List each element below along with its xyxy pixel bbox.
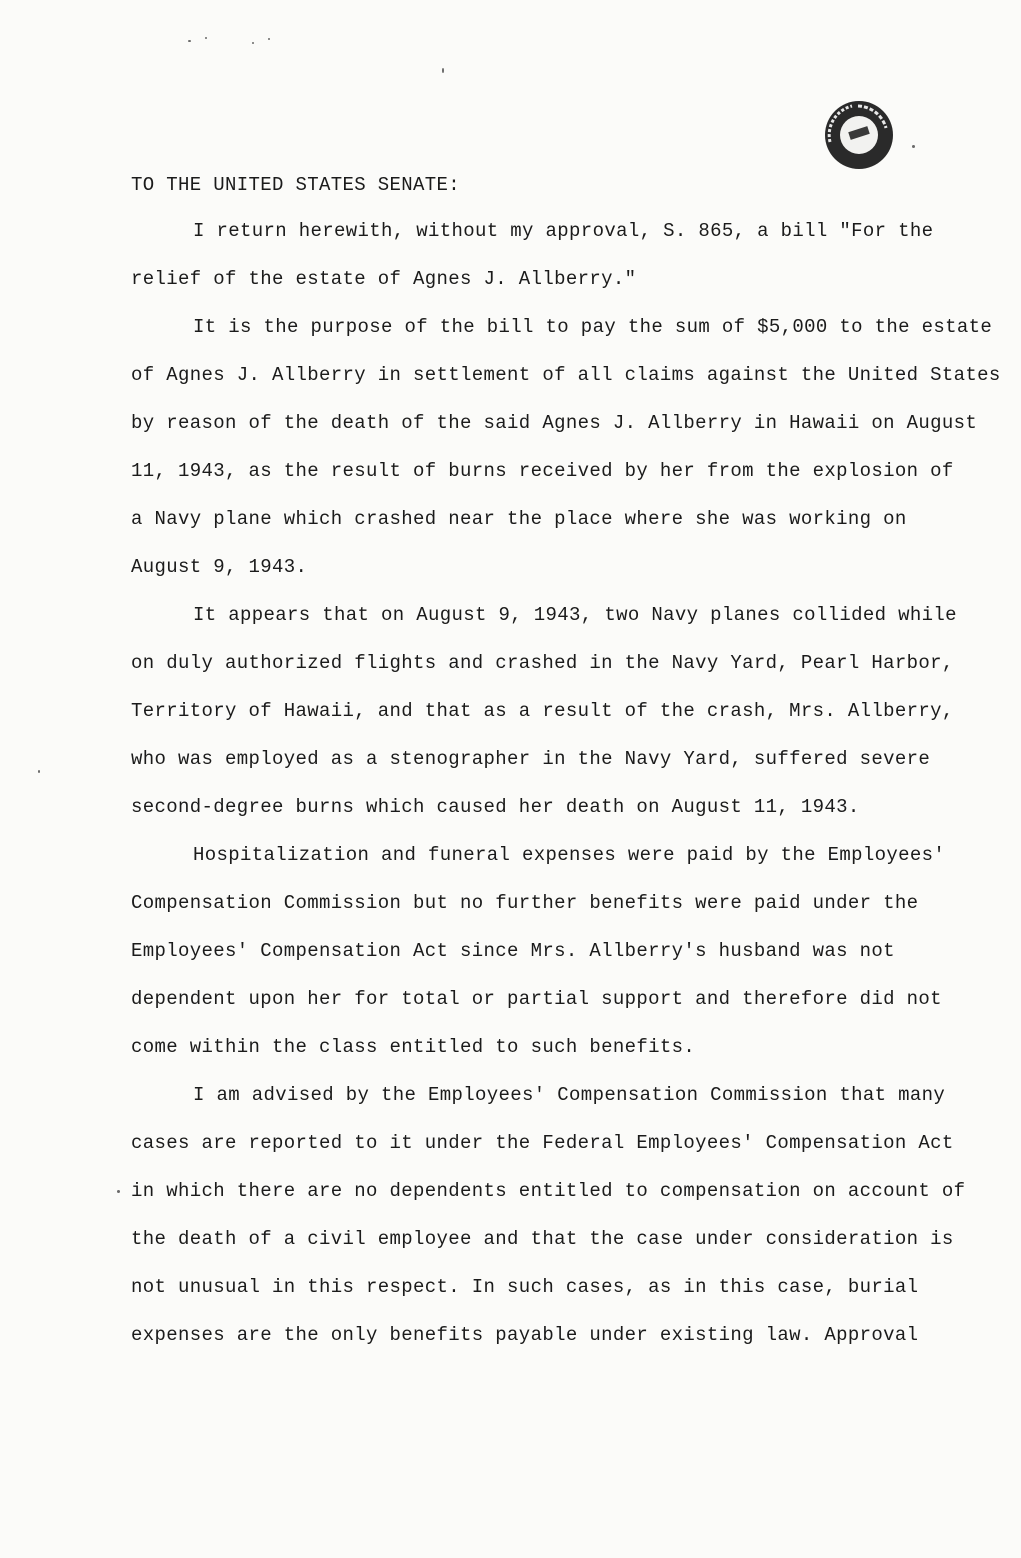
body-line: cases are reported to it under the Federal Employees' Compensation Act: [131, 1132, 954, 1154]
body-line: It appears that on August 9, 1943, two Navy planes collided while: [193, 604, 957, 626]
body-line: Compensation Commission but no further benefits were paid under the: [131, 892, 919, 914]
body-line: expenses are the only benefits payable under existing law. Approval: [131, 1324, 919, 1346]
body-line: I am advised by the Employees' Compensation Commission that many: [193, 1084, 946, 1106]
body-line: dependent upon her for total or partial support and therefore did not: [131, 988, 942, 1010]
scan-speck: [252, 42, 254, 44]
body-line: of Agnes J. Allberry in settlement of all claims against the United States: [131, 364, 1001, 386]
scan-speck: [117, 1190, 120, 1193]
body-line: It is the purpose of the bill to pay the sum of $5,000 to the estate: [193, 316, 993, 338]
body-line: relief of the estate of Agnes J. Allberry.": [131, 268, 637, 290]
body-line: the death of a civil employee and that the case under consideration is: [131, 1228, 954, 1250]
body-line: in which there are no dependents entitled to compensation on account of: [131, 1180, 966, 1202]
scan-speck: [38, 770, 40, 773]
scan-speck: [912, 145, 915, 148]
body-line: who was employed as a stenographer in the Navy Yard, suffered severe: [131, 748, 931, 770]
body-line: come within the class entitled to such benefits.: [131, 1036, 696, 1058]
body-line: a Navy plane which crashed near the place where she was working on: [131, 508, 907, 530]
body-line: Territory of Hawaii, and that as a result of the crash, Mrs. Allberry,: [131, 700, 954, 722]
body-line: August 9, 1943.: [131, 556, 308, 578]
body-line: Employees' Compensation Act since Mrs. Allberry's husband was not: [131, 940, 895, 962]
scan-speck: [442, 68, 444, 73]
scan-speck: [268, 38, 270, 40]
scan-speck: [205, 37, 207, 39]
body-line: on duly authorized flights and crashed in the Navy Yard, Pearl Harbor,: [131, 652, 954, 674]
scan-speck: [188, 40, 191, 42]
library-stamp-icon: [822, 98, 896, 172]
salutation: TO THE UNITED STATES SENATE:: [131, 174, 461, 196]
body-line: second-degree burns which caused her death on August 11, 1943.: [131, 796, 860, 818]
body-line: Hospitalization and funeral expenses were paid by the Employees': [193, 844, 946, 866]
body-line: by reason of the death of the said Agnes J. Allberry in Hawaii on August: [131, 412, 978, 434]
body-line: 11, 1943, as the result of burns received by her from the explosion of: [131, 460, 954, 482]
body-line: I return herewith, without my approval, S. 865, a bill "For the: [193, 220, 934, 242]
body-line: not unusual in this respect. In such cases, as in this case, burial: [131, 1276, 919, 1298]
